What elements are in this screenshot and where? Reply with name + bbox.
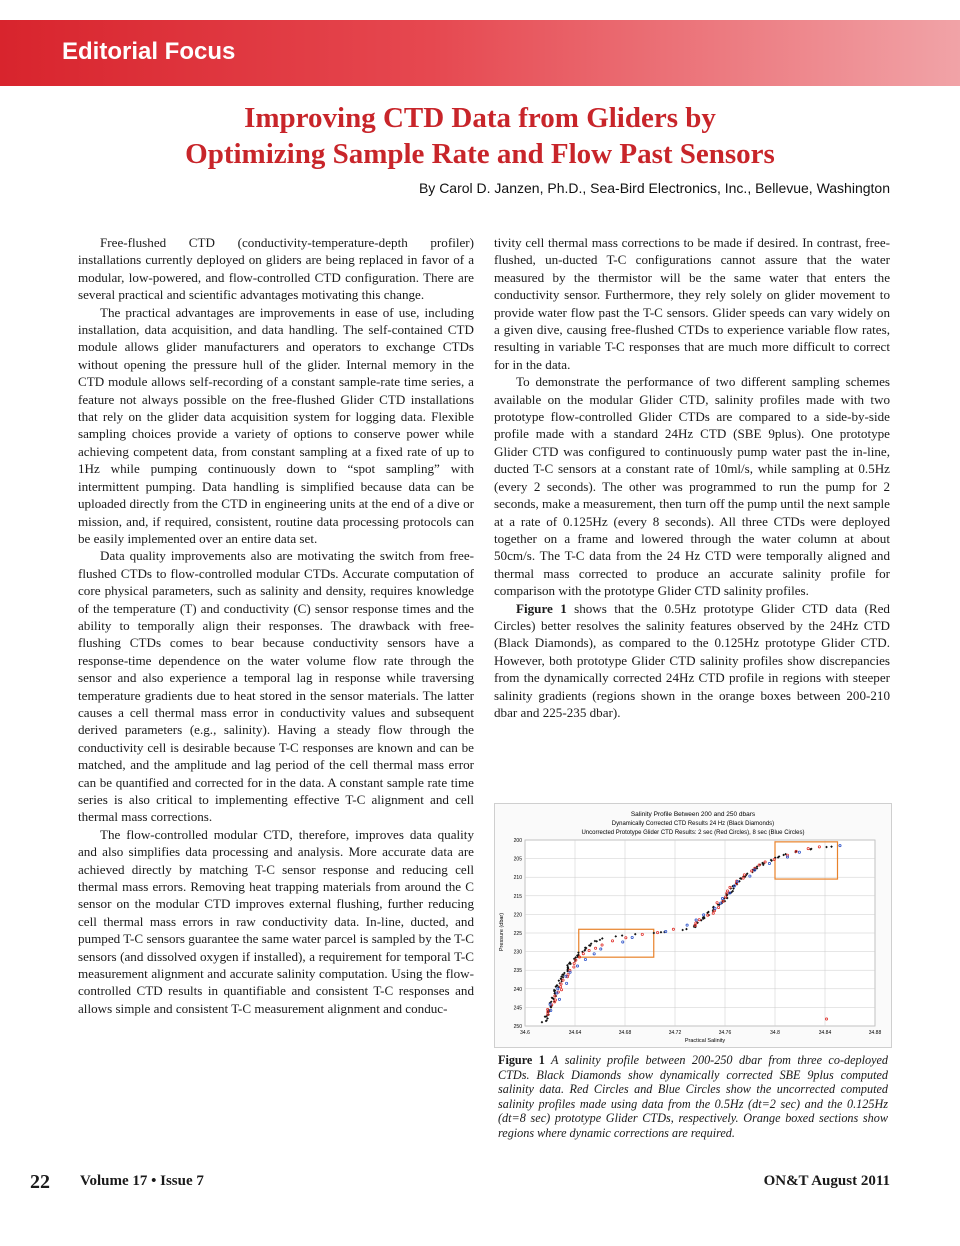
section-label: Editorial Focus xyxy=(62,38,236,65)
figure-reference: Figure 1 xyxy=(516,600,567,616)
column-right xyxy=(494,234,890,721)
x-tick-label: 34.8 xyxy=(770,1030,780,1036)
x-tick-label: 34.76 xyxy=(718,1030,732,1036)
y-tick-label: 200 xyxy=(513,838,522,844)
figure-1 xyxy=(494,803,892,1048)
title-line-2: Optimizing Sample Rate and Flow Past Sensors xyxy=(185,138,775,170)
paragraph xyxy=(494,600,890,722)
article-title xyxy=(0,100,960,172)
figure-caption xyxy=(498,1053,888,1141)
y-tick-label: 220 xyxy=(513,912,522,919)
y-tick-label: 225 xyxy=(513,931,522,937)
title-line-1: Improving CTD Data from Gliders by xyxy=(244,102,716,134)
y-tick-label: 235 xyxy=(513,968,522,975)
section-banner xyxy=(0,20,960,86)
page-number: 22 xyxy=(30,1171,50,1193)
x-tick-label: 34.72 xyxy=(668,1030,682,1036)
plot-area xyxy=(514,838,882,1036)
paragraph: The practical advantages are improvements in ease of use, including installation, data acquisition, and data handling. The self-contained CTD module allows glider manufacturers and operators to exchange CTDs without opening the pressure hull of the glider. Internal memory in the CTD module allows self-recording of a constant sample-rate time series, a feature not always possible on the free-flushed Glider CTD installations that rely on the glider data acquisition system for logging data. Flexible sampling choices provide a variety of options to conserve power while achieving competent data, from constant sampling at a fixed rate of up to 1Hz while pumping continuously down to “spot sampling” with intermittent pumping. Data handling is simplified because data can be uploaded directly from the CTD in engineering units at the end of a dive or mission, and, if required, consistent, routine data processing protocols can be easily implemented over an entire data set. xyxy=(78,304,474,546)
chart-title: Salinity Profile Between 200 and 250 dbars xyxy=(630,811,756,818)
paragraph: Data quality improvements also are motivating the switch from free-flushed CTDs to flow-controlled modular CTDs. Accurate computation of core physical parameters, such as salinity and density, requires knowledge of the temperature (T) and conductivity (C) sensor response times and the ability to temporally align their responses. The drawback with free-flushing CTDs comes to bear because conductivity sensors have a response-time dependence on the water volume flow rate through the sensor and also experience a temporal lag in response while traversing temperature gradients due to heat stored in the sensor materials. The latter causes a cell thermal mass error in conductivity values and subsequent derived parameters (e.g., salinity). Having a steady flow through the conductivity cell is desirable because T-C responses are known and can be matched, and the amplitude and lag period of the cell thermal mass error can be quantified and corrected for in the data. A constant sample rate time series is also critical to implementing effective T-C alignment and cell thermal mass corrections. xyxy=(78,548,474,825)
byline: By Carol D. Janzen, Ph.D., Sea-Bird Electronics, Inc., Bellevue, Washington xyxy=(418,180,890,196)
chart-subtitle-1: Dynamically Corrected CTD Results 24 Hz (Black Diamonds) xyxy=(611,821,775,827)
salinity-chart xyxy=(495,804,891,1047)
caption-label: Figure 1 xyxy=(498,1053,545,1067)
volume-issue: Volume 17 • Issue 7 xyxy=(80,1173,204,1189)
column-left xyxy=(78,234,474,1017)
chart-subtitle-2: Uncorrected Prototype Glider CTD Results: 2 sec (Red Circles), 8 sec (Blue Circles) xyxy=(581,830,805,836)
paragraph: tivity cell thermal mass corrections to be made if desired. In contrast, free-flushed, un-ducted T-C configurations cannot assure that the water measured by the thermistor will be the same water that enters the conductivity sensor. Furthermore, they rely solely on glider movement to provide water flow past the T-C sensors. Glider speeds can vary widely on a given dive, causing free-flushed CTDs to experience variable flow rates, resulting in variable T-C responses that are much more difficult to correct for in the data. xyxy=(494,235,890,372)
y-tick-label: 215 xyxy=(513,893,522,900)
paragraph: The flow-controlled modular CTD, therefore, improves data quality and also simplifies data processing and analysis. More accurate data are achieved directly by matching T-C sensor response and reducing cell thermal mass errors. Removing heat trapping materials from around the C sensor on the modular CTD improves external flushing, further reducing cell thermal mass errors in raw conductivity data. In-line, ducted, and pumped T-C sensors guarantee the same water parcel is sampled by the T-C sensors (and dissolved oxygen if installed), a requirement for temporal T-C measurement alignment and accurate salinity computation. Using the flow-controlled CTD results in quantifiable and consistent T-C responses and allows simple and consistent T-C measurement alignment and conduc- xyxy=(78,826,474,1016)
paragraph-text: shows that the 0.5Hz prototype Glider CTD data (Red Circles) better resolves the salinity features observed by the 24Hz CTD (Black Diamonds), as compared to the 0.125Hz prototype Glider CTD. However, both prototype Glider CTD salinity profiles show discrepancies from the dynamically corrected 24Hz CTD profile in regions with steeper salinity gradients (regions shown in the orange boxes between 200-210 dbar and 225-235 dbar). xyxy=(494,600,890,720)
x-axis-label: Practical Salinity xyxy=(684,1038,726,1044)
x-tick-label: 34.64 xyxy=(568,1030,582,1036)
y-tick-label: 210 xyxy=(513,875,522,882)
y-tick-label: 230 xyxy=(513,949,522,956)
y-tick-label: 250 xyxy=(513,1024,522,1030)
x-tick-label: 34.88 xyxy=(868,1030,882,1036)
y-axis-label: Pressure (dbar) xyxy=(499,912,505,952)
x-tick-label: 34.68 xyxy=(618,1030,632,1036)
x-tick-label: 34.6 xyxy=(520,1030,530,1036)
y-tick-label: 205 xyxy=(513,856,522,863)
paragraph: Free-flushed CTD (conductivity-temperature-depth profiler) installations currently deployed on gliders are being replaced in favor of a modular, low-powered, and flow-controlled CTD configuration. There are several practical and scientific advantages motivating this change. xyxy=(78,235,474,303)
paragraph: To demonstrate the performance of two different sampling schemes available on the modular Glider CTD, salinity profiles made with two prototype flow-controlled Glider CTDs are compared to a side-by-side profile made with a standard 24Hz CTD (SBE 9plus). One prototype Glider CTD was configured to continuously pump water past the in-line, ducted T-C sensors at a constant rate of 10ml/s, while sampling at 0.5Hz (every 2 seconds). The other was programmed to run the pump for 2 seconds, make a measurement, then turn off the pump until the next sample at a rate of 0.125Hz (every 8 seconds). All three CTDs were deployed together on a frame and lowered through the water column at about 50cm/s. The T-C data from the 24 Hz CTD were temporally aligned and thermal mass corrected to produce an accurate salinity profile for comparison with the prototype Glider CTD salinity profiles. xyxy=(494,374,890,599)
y-tick-label: 245 xyxy=(513,1005,522,1012)
x-tick-label: 34.84 xyxy=(818,1030,832,1036)
y-tick-label: 240 xyxy=(513,986,522,993)
issue-date: ON&T August 2011 xyxy=(763,1173,890,1189)
caption-text: A salinity profile between 200-250 dbar from three co-deployed CTDs. Black Diamonds show dynamically corrected SBE 9plus computed salinity data. Red Circles and Blue Circles show the uncorrected computed salinity profiles made using data from the 0.5Hz (dt=2 sec) and the 0.125Hz (dt=8 sec) prototype Glider CTDs, respectively. Orange boxed sections show regions where dynamic corrections are required. xyxy=(498,1053,888,1140)
